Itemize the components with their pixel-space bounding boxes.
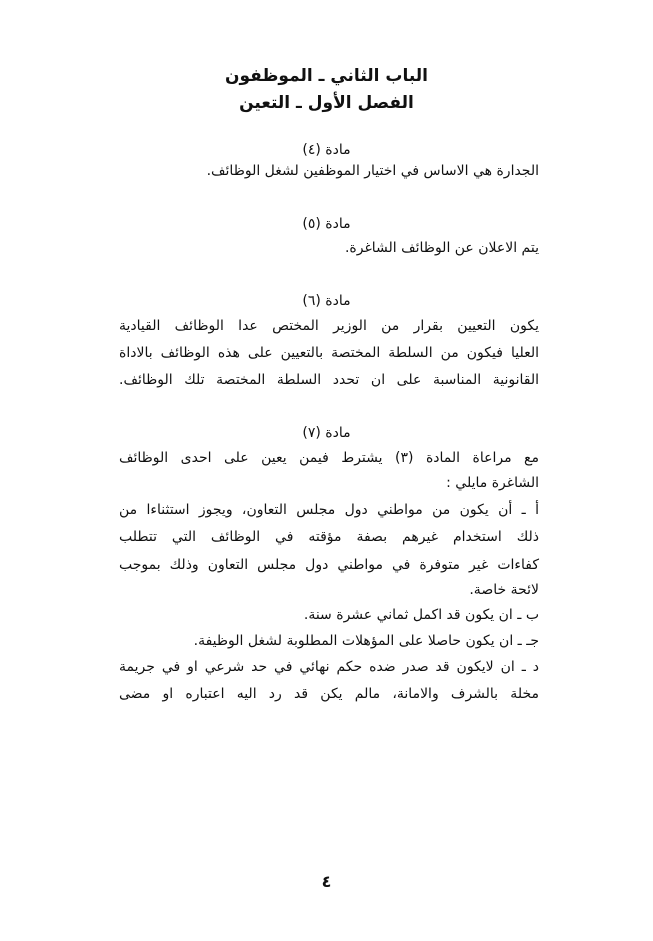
article-6-title: مادة (٦) (302, 293, 351, 309)
article-7-title: مادة (٧) (302, 425, 351, 441)
article-6-line-1: يكون التعيين بقرار من الوزير المختص عدا الوظائف القيادية (119, 318, 539, 334)
article-4-line-1: الجدارة هي الاساس في اختيار الموظفين لشغل الوظائف. (206, 163, 539, 179)
article-7-item-a-line-4: لائحة خاصة. (469, 582, 539, 598)
article-7-item-a-line-1: أ ـ أن يكون من مواطني دول مجلس التعاون، ويجوز استثناءا من (119, 502, 539, 518)
article-5-title: مادة (٥) (302, 216, 351, 232)
section-heading: الفصل الأول ـ التعين (239, 93, 414, 113)
article-7-item-d-line-1: د ـ ان لايكون قد صدر ضده حكم نهائي في حد شرعي او في جريمة (119, 659, 539, 675)
article-7-item-c: جـ ـ ان يكون حاصلا على المؤهلات المطلوبة لشغل الوظيفة. (193, 633, 539, 649)
article-7-line-1: مع مراعاة المادة (٣) يشترط فيمن يعين على احدى الوظائف (119, 450, 539, 466)
article-7-item-b: ب ـ ان يكون قد اكمل ثماني عشرة سنة. (303, 607, 539, 623)
page-number: ٤ (321, 872, 332, 891)
article-7-item-a-line-3: كفاءات غير متوفرة في مواطني دول مجلس التعاون وذلك بموجب (119, 557, 539, 573)
article-6-line-3: القانونية المناسبة على ان تحدد السلطة المختصة تلك الوظائف. (119, 372, 539, 388)
article-7-item-a-line-2: ذلك استخدام غيرهم بصفة مؤقته في الوظائف التي تتطلب (119, 529, 539, 545)
article-7-line-2: الشاغرة مايلي : (446, 475, 539, 491)
article-6-line-2: العليا فيكون من السلطة المختصة بالتعيين على هذه الوظائف بالاداة (119, 345, 539, 361)
chapter-heading: الباب الثاني ـ الموظفون (225, 66, 428, 86)
article-5-line-1: يتم الاعلان عن الوظائف الشاغرة. (344, 240, 539, 256)
article-7-item-d-line-2: مخلة بالشرف والامانة، مالم يكن قد رد اليه اعتباره او مضى (119, 686, 539, 702)
article-4-title: مادة (٤) (302, 142, 351, 158)
